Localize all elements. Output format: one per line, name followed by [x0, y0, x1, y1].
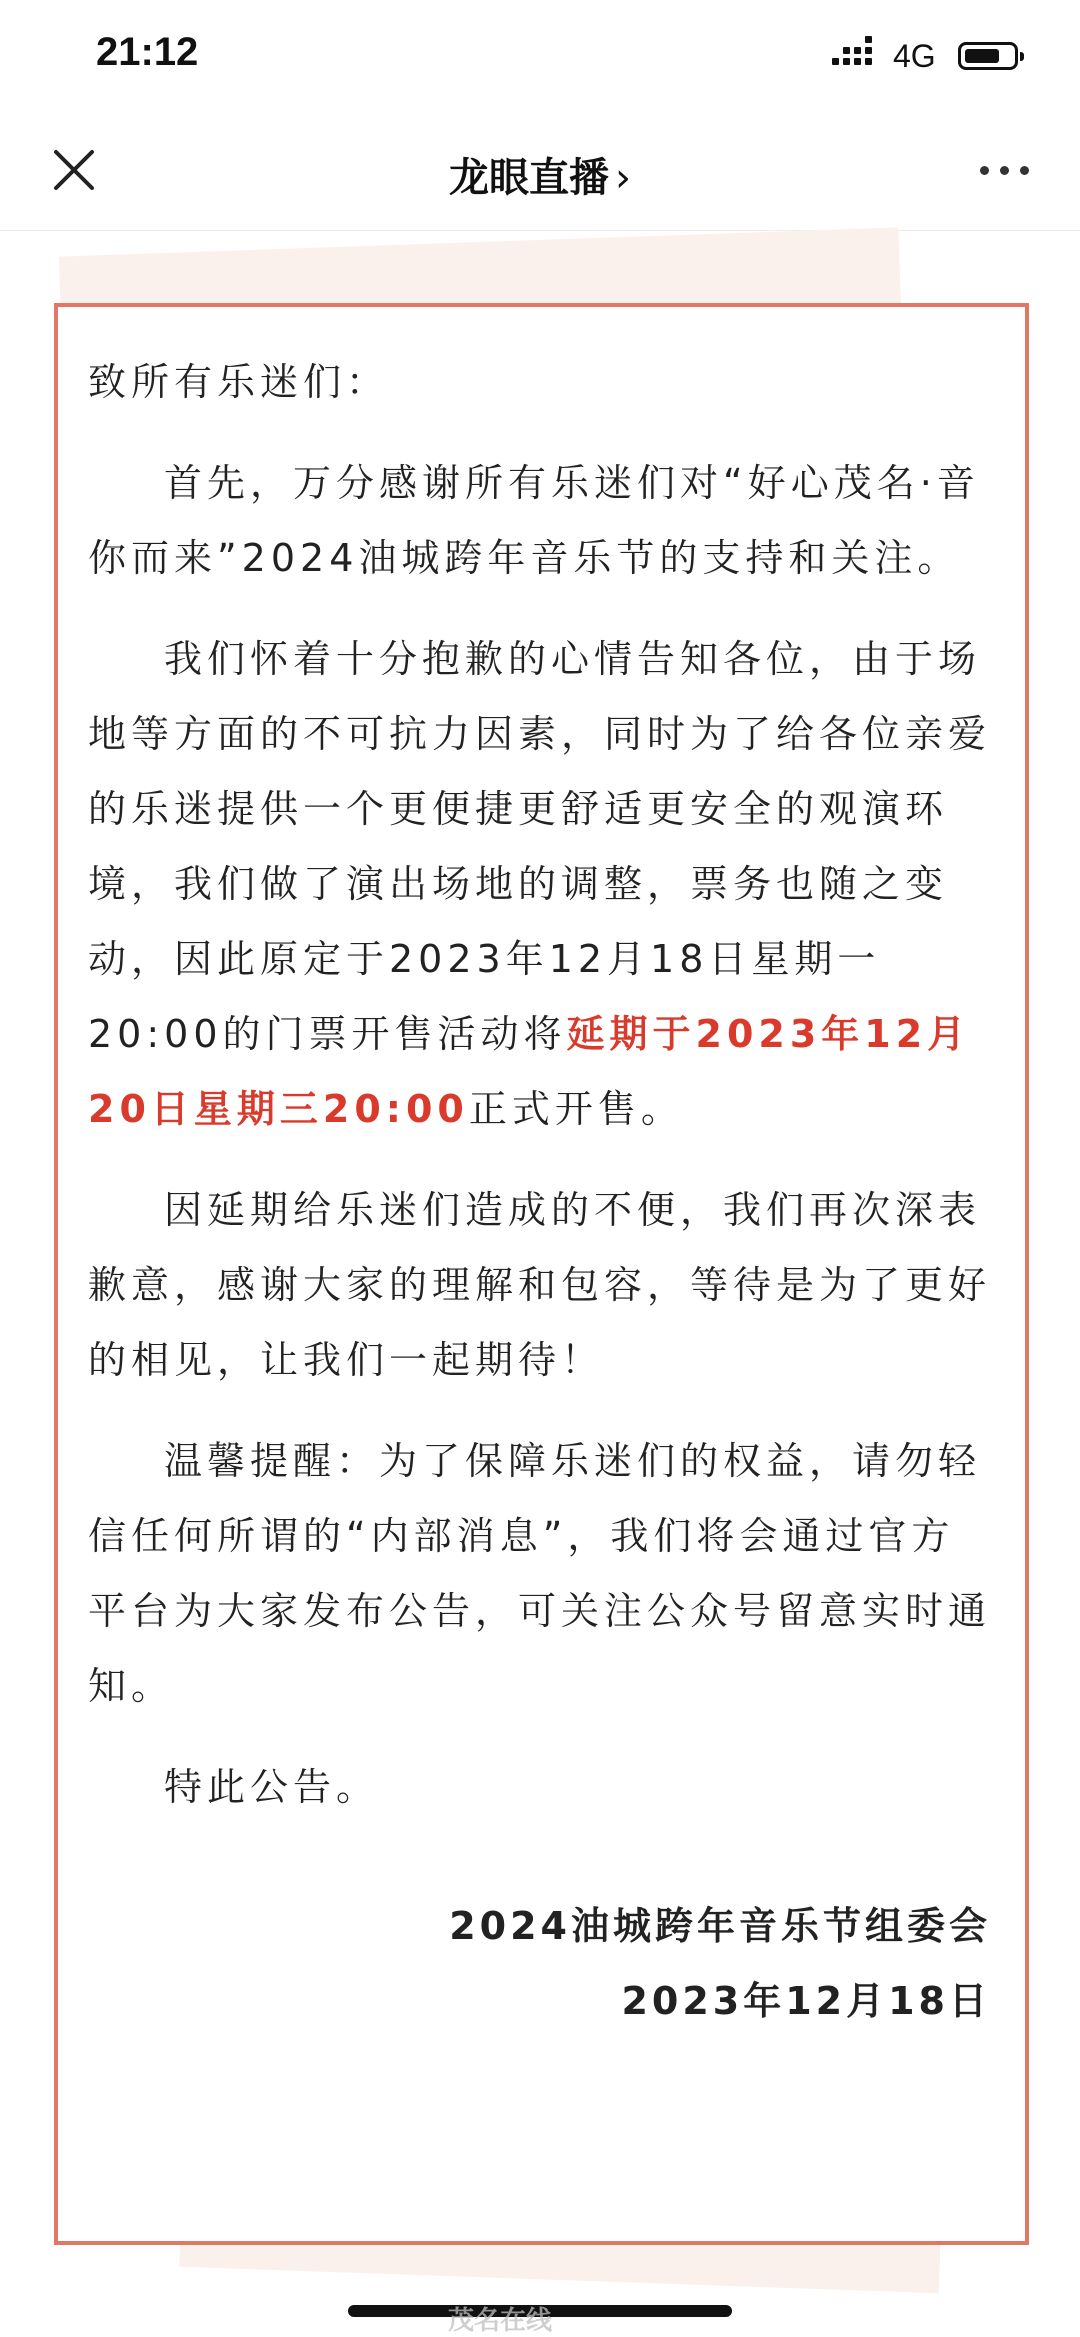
postponement-text: 我们怀着十分抱歉的心情告知各位，由于场地等方面的不可抗力因素，同时为了给各位亲爱的乐迷提供一个更便捷更舒适更安全的观演环境，我们做了演出场地的调整，票务也随之变动，因此原定于2023年12月18日星期一20:00的门票开售活动将: [88, 637, 992, 1056]
chevron-right-icon: ›: [615, 155, 631, 201]
status-bar: [0, 0, 1080, 118]
status-time: 21:12: [96, 30, 199, 74]
paragraph-reminder: 温馨提醒：为了保障乐迷们的权益，请勿轻信任何所谓的“内部消息”，我们将会通过官方平台为大家发布公告，可关注公众号留意实时通知。: [88, 1439, 992, 1708]
signature: 2024油城跨年音乐节组委会: [449, 1904, 991, 1948]
postponement-text-end: 正式开售。: [468, 1087, 684, 1131]
announcement-card: [54, 303, 1029, 2245]
battery-icon: [958, 42, 1018, 70]
paragraph-postponement: [88, 622, 991, 1147]
paragraph-thanks: 首先，万分感谢所有乐迷们对“好心茂名·音你而来”2024油城跨年音乐节的支持和关注。: [88, 461, 980, 580]
signal-icon: [832, 44, 874, 72]
more-icon[interactable]: [980, 164, 1030, 176]
account-title-link[interactable]: [0, 146, 1080, 203]
account-title: 龙眼直播: [449, 155, 609, 201]
paragraph-closing: 特此公告。: [164, 1765, 380, 1809]
nav-bar: [0, 118, 1080, 231]
signature-date: 2023年12月18日: [621, 1979, 991, 2023]
watermark: 茂名在线: [448, 2306, 553, 2336]
new-sale-time-highlight: 延期于2023年12月20日星期三20:00: [88, 1012, 971, 1131]
paragraph-apology: 因延期给乐迷们造成的不便，我们再次深表歉意，感谢大家的理解和包容，等待是为了更好的相见，让我们一起期待！: [88, 1188, 992, 1382]
greeting: 致所有乐迷们：: [88, 360, 390, 404]
network-label: 4G: [893, 38, 936, 74]
